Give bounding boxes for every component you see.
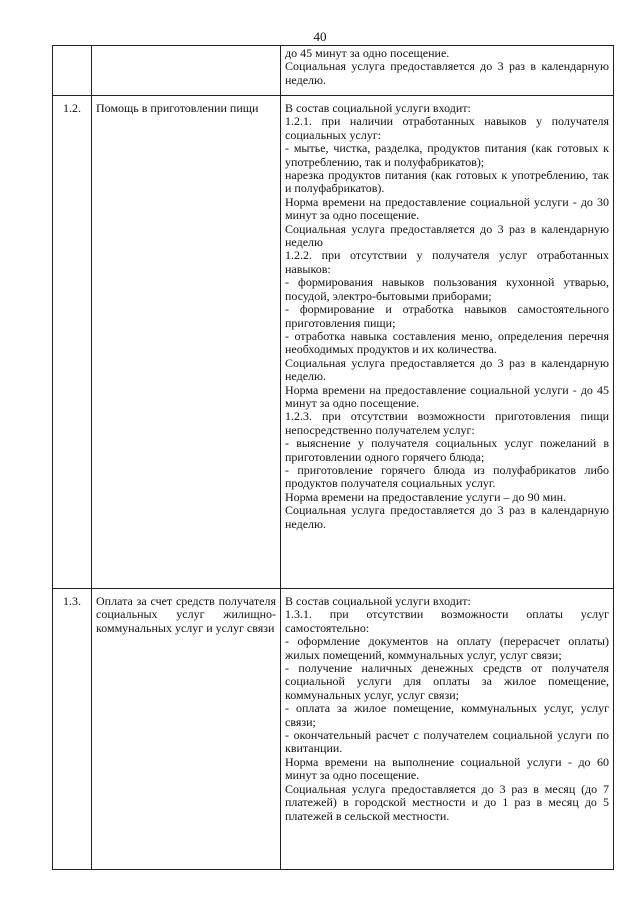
description-line: Норма времени на предоставление услуги – до 90 мин. — [285, 489, 567, 504]
description-line: Норма времени на предоставление социальной услуги - до 30 минут за одно посещение. — [285, 194, 609, 223]
description-line: Социальная услуга предоставляется до 3 раз в месяц (до 7 платежей) в городской местности и до 1 раз в месяц до 5 платежей в сельской местности. — [285, 781, 609, 823]
service-name — [92, 589, 281, 870]
service-name — [92, 46, 281, 96]
row-number: 1.3. — [53, 589, 92, 870]
service-description — [281, 96, 614, 589]
description-line: Норма времени на предоставление социальной услуги - до 45 минут за одно посещение. — [285, 382, 609, 410]
description-line: - окончательный расчет с получателем социальной услуги по квитанции. — [285, 728, 609, 756]
description-line: 1.3.1. при отсутствии возможности оплаты услуг самостоятельно: — [285, 607, 609, 635]
description-line: 1.2.2. при отсутствии у получателя услуг отработанных навыков: — [285, 248, 609, 276]
description-line: - формирования навыков пользования кухонной утварью, посудой, электро-бытовыми приборами; — [285, 275, 609, 303]
service-description — [281, 589, 614, 870]
description-line: В состав социальной услуги входит: — [285, 101, 471, 115]
table-row — [53, 589, 614, 870]
description-line: - отработка навыка составления меню, определения перечня необходимых продуктов и их количества. — [285, 328, 609, 357]
description-line: 1.2.1. при наличии отработанных навыков у получателя социальных услуг: — [285, 114, 609, 142]
description-line: - мытье, чистка, разделка, продуктов питания (как готовых к употреблению, так и полуфабрикатов); — [285, 141, 609, 169]
row-number: 1.2. — [53, 96, 92, 589]
table-row — [53, 46, 614, 96]
description-line: В состав социальной услуги входит: — [285, 594, 471, 608]
description-line: Социальная услуга предоставляется до 3 раз в календарную неделю. — [285, 503, 609, 531]
description-line: Социальная услуга предоставляется до 3 раз в календарную неделю — [285, 221, 609, 250]
service-name — [92, 96, 281, 589]
description-line: - выяснение у получателя социальных услуг пожеланий в приготовлении одного горячего блюда; — [285, 436, 609, 464]
description-line: - оформление документов на оплату (перерасчет оплаты) жилых помещений, коммунальных услуг, услуг связи; — [285, 634, 609, 662]
description-line: 1.2.3. при отсутствии возможности приготовления пищи непосредственно получателем услуг: — [285, 409, 609, 437]
service-name-text: Помощь в приготовлении пищи — [96, 101, 259, 115]
description-line: - получение наличных денежных средств от получателя социальной услуги для оплаты за жилое помещение, коммунальных услуг, услуг связи; — [285, 661, 609, 702]
row-number — [53, 46, 92, 96]
description-line: до 45 минут за одно посещение. — [285, 46, 450, 60]
service-name-text: Оплата за счет средств получателя социальных услуг жилищно-коммунальных услуг и услуг связи — [96, 594, 276, 635]
description-line: - формирование и отработка навыков самостоятельного приготовления пищи; — [285, 302, 609, 330]
description-line: нарезка продуктов питания (как готовых к употреблению, так и полуфабрикатов). — [285, 168, 609, 196]
description-line: - оплата за жилое помещение, коммунальных услуг, услуг связи; — [285, 701, 609, 729]
description-line: - приготовление горячего блюда из полуфабрикатов либо продуктов получателя социальных услуг. — [285, 462, 609, 491]
description-line: Норма времени на выполнение социальной услуги - до 60 минут за одно посещение. — [285, 754, 609, 783]
page-number: 40 — [313, 29, 327, 44]
services-table — [52, 45, 614, 870]
table-row — [53, 96, 614, 589]
description-line: Социальная услуга предоставляется до 3 раз в календарную неделю. — [285, 355, 609, 384]
description-line: Социальная услуга предоставляется до 3 раз в календарную неделю. — [285, 59, 609, 87]
service-description — [281, 46, 614, 96]
